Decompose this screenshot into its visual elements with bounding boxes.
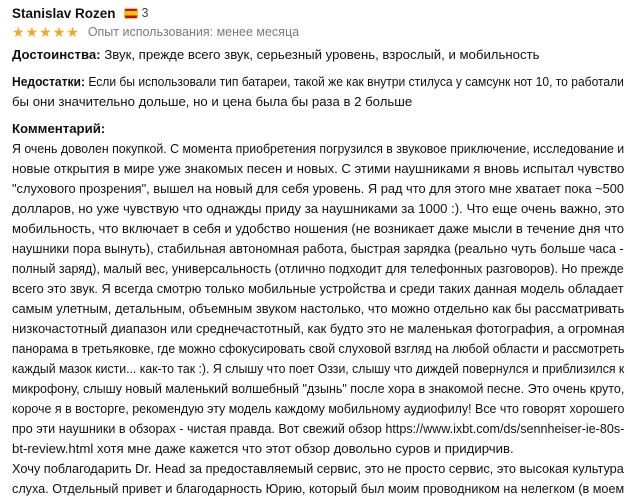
pros-row: [12, 45, 540, 65]
star-icon: ★: [25, 24, 39, 40]
rating-stars: [12, 25, 80, 39]
review-meta: [12, 24, 299, 40]
comment-line: bt-review.html хотя мне даже кажется что этот обзор довольно суров и придирчив.: [12, 441, 514, 456]
comment-line: долларов, но уже чувствую что однажды приду за наушниками за 1000 :). Что еще очень важно, это: [12, 201, 625, 216]
comment-line: самым улетным, детальным, объемным звуком настолько, что можно отдельно как бы рассматривать: [12, 301, 625, 316]
author-level-badge: [124, 6, 149, 20]
comment-line: всего это звук. Я всегда смотрю только мобильные устройства и среди таких данная модель обладает: [12, 281, 624, 296]
cons-row: [12, 72, 624, 92]
experience-text: Опыт использования: менее месяца: [87, 25, 300, 39]
cons-text-line: бы они значительно дольше, но и цена была бы раза в 2 больше: [12, 94, 413, 109]
star-icon: ★: [66, 24, 79, 40]
comment-line: мобильность, что включает в себя и удобство ношения (не возникает даже мысли в течение дня что: [12, 221, 625, 236]
comment-line: каждый мазок кисти... как-то так :). Я слышу что поет Оззи, слышу что диждей повернулся и приблизился к: [12, 361, 625, 376]
cons-text-line: Если бы использовали тип батареи, такой же как внутри стилуса у самсунк нот 10, то работали: [88, 74, 624, 89]
comment-label: Комментарий:: [12, 121, 106, 136]
review-header: [12, 5, 148, 21]
comment-line: новые открытия в мире уже знакомых песен и новых. С этими наушниками я вновь испытал чувство: [12, 161, 625, 176]
author-name[interactable]: Stanislav Rozen: [12, 5, 116, 21]
comment-line: панорама в третьяковке, где можно сфокусировать свой слуховой взгляд на любой области и рассмотреть: [12, 341, 625, 356]
comment-line: короче я в восторге, рекомендую эту модель каждому мобильному аудиофилу! Все что говорят хорошего: [12, 401, 625, 416]
comment-line: про эти наушники в обзорах - чистая правда. Вот свежий обзор https://www.ixbt.com/ds/sennheiser-ie-80s-: [12, 421, 625, 436]
comment-line: Хочу поблагодарить Dr. Head за предоставляемый сервис, это не просто сервис, это высокая культура: [12, 461, 624, 476]
comment-line: микрофону, слышу новый маленький волшебный "дзынь" после хора в знакомой песне. Это очень круто,: [12, 381, 625, 396]
cons-label: Недостатки:: [12, 74, 85, 89]
star-icon: ★: [12, 24, 25, 40]
star-icon: ★: [52, 24, 66, 40]
comment-line: полный заряд), малый вес, универсальность (отлично подходит для телефонных разговоров). Но прежде: [12, 261, 624, 276]
flag-icon: [124, 8, 138, 19]
comment-line: "слухового прозрения", вышел на новый для себя уровень. Я рад что для этого мне хватает пока ~500: [12, 181, 625, 196]
author-level: 3: [141, 6, 149, 20]
star-icon: ★: [39, 24, 52, 40]
pros-text: Звук, прежде всего звук, серьезный уровень, взрослый, и мобильность: [104, 47, 540, 62]
comment-line: слуха. Отдельный привет и благодарность Юрию, который был моим проводником на нелегком (в моем: [12, 481, 625, 496]
pros-label: Достоинства:: [12, 47, 101, 62]
comment-line: наушники пора вынуть), стабильная автономная работа, быстрая зарядка (реально чуть больше часа -: [12, 241, 624, 256]
comment-line: Я очень доволен покупкой. С момента приобретения погрузился в звуковое приключение, исследование и: [12, 141, 625, 156]
comment-line: низкочастотный диапазон или среднечастотный, как будто это не маленькая фотография, а огромная: [12, 321, 625, 336]
